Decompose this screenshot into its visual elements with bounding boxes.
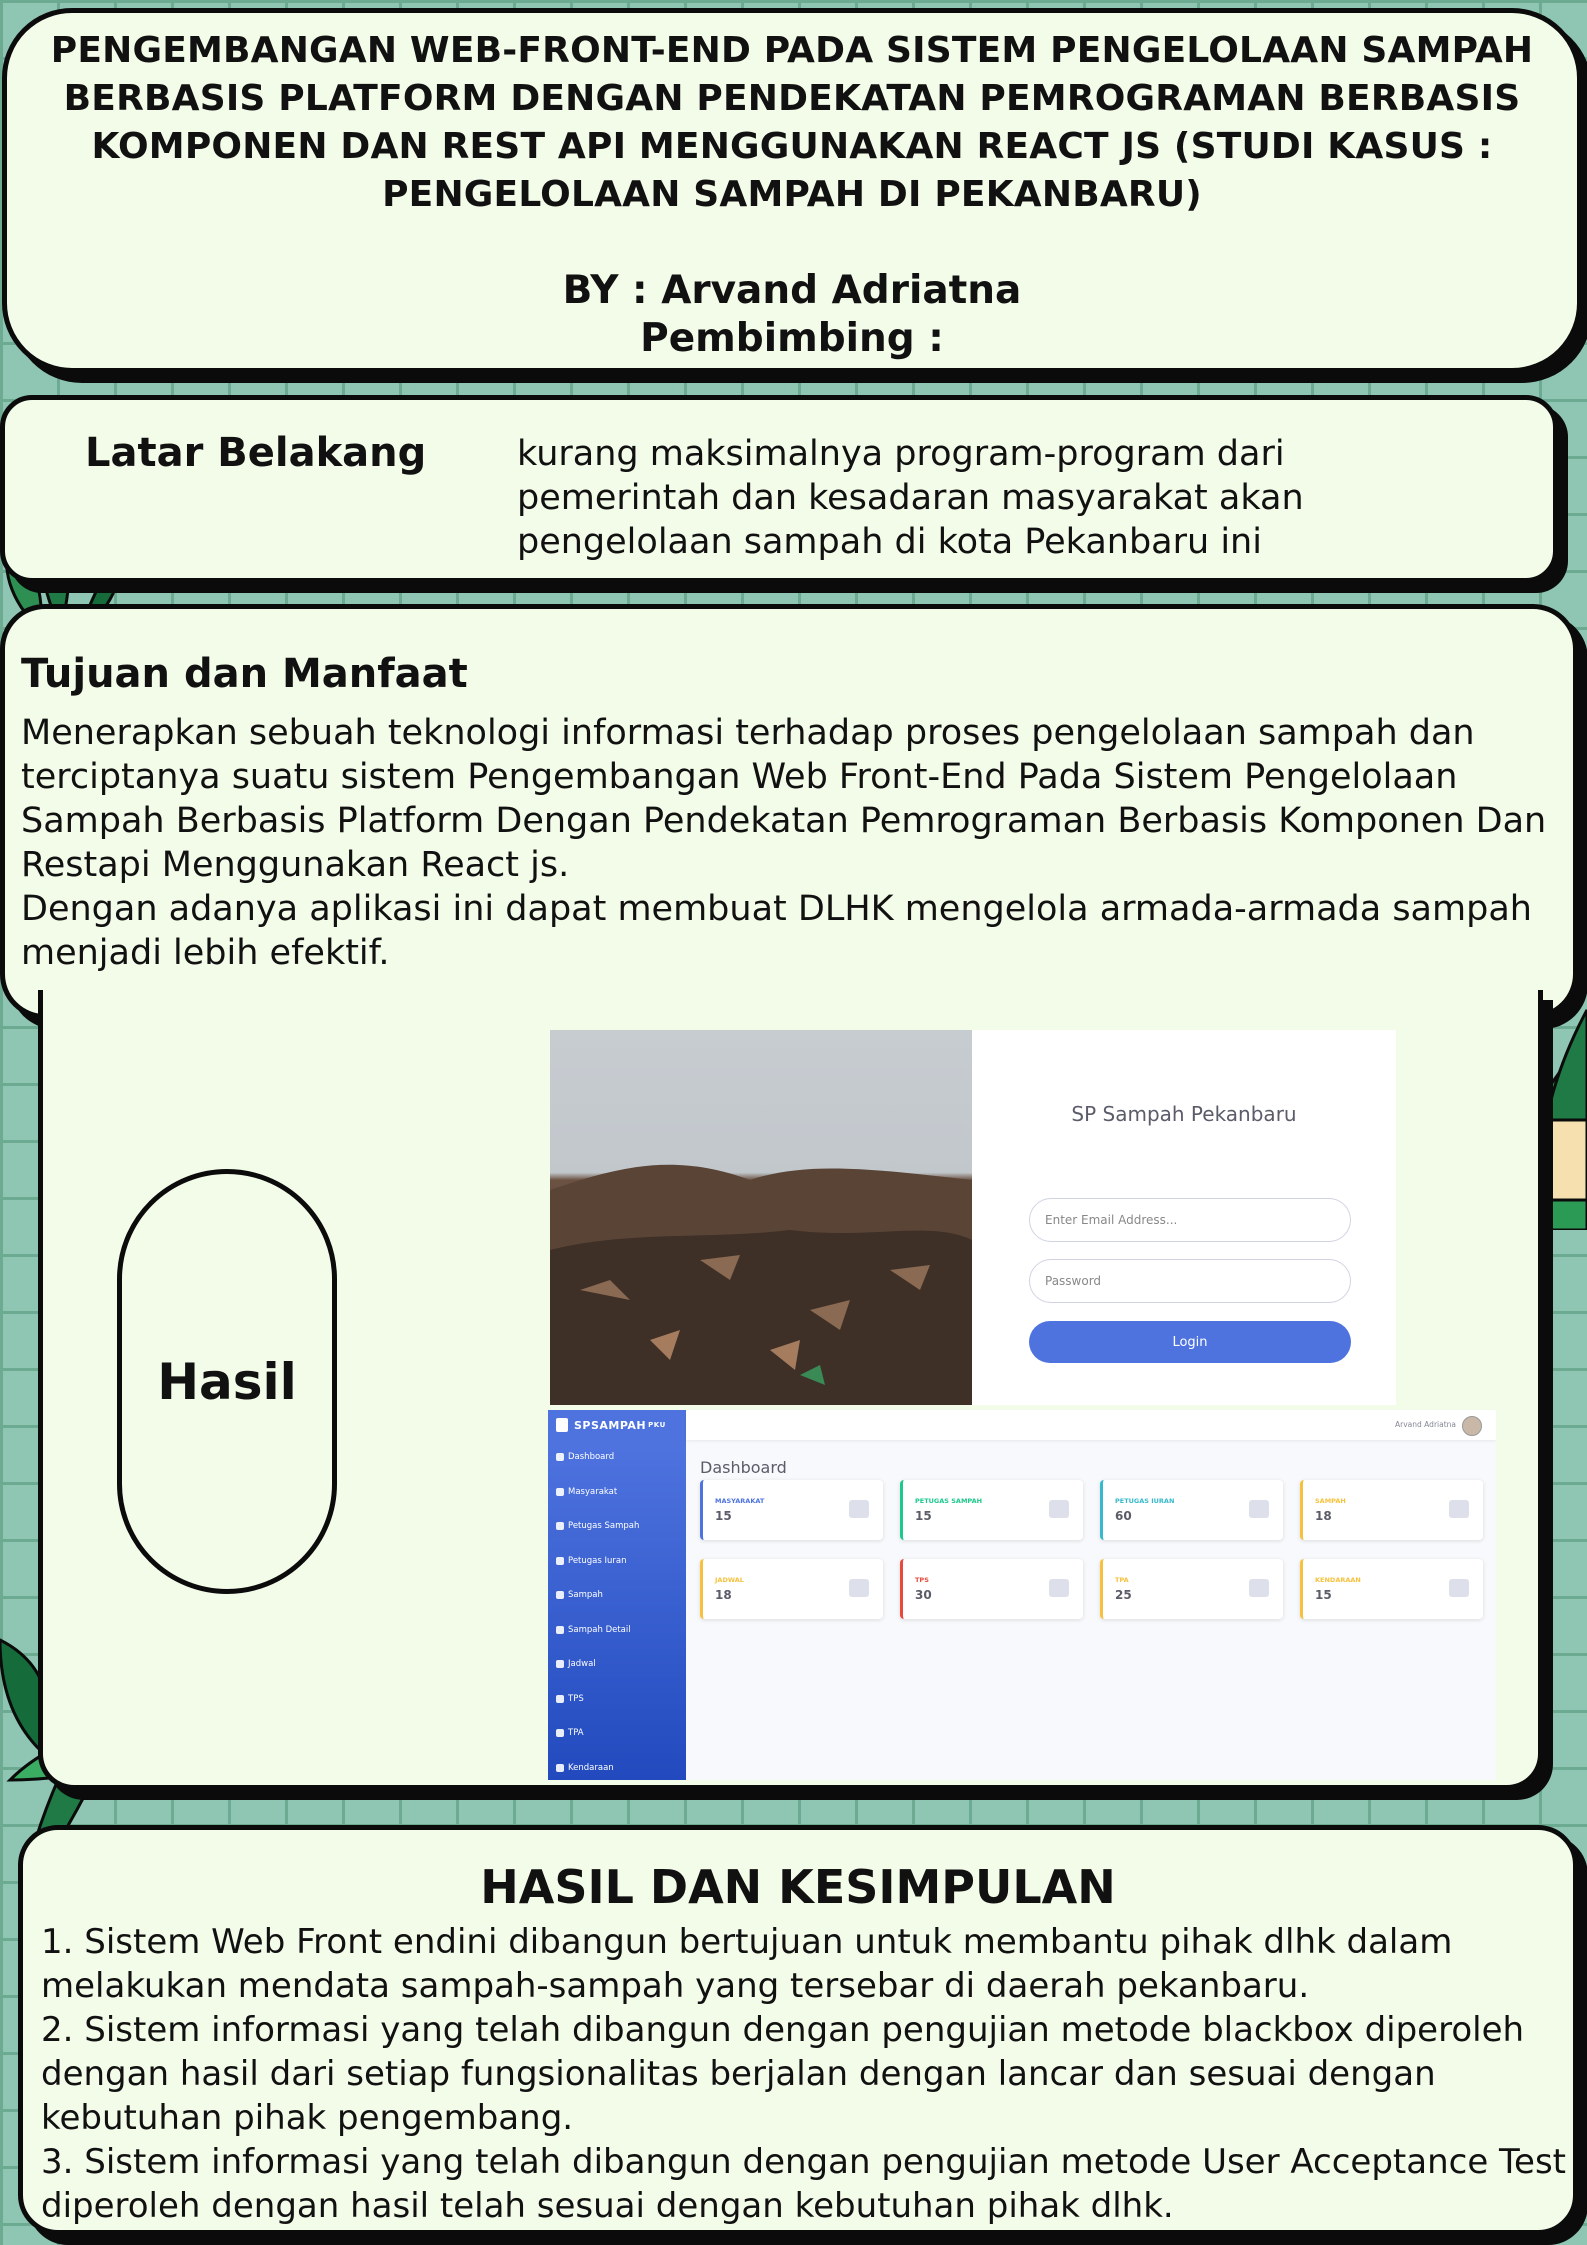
nav-icon xyxy=(556,1626,564,1634)
stat-icon xyxy=(1249,1579,1269,1597)
nav-icon xyxy=(556,1522,564,1530)
nav-icon xyxy=(556,1557,564,1565)
sidebar-item-label: Sampah xyxy=(568,1590,603,1601)
nav-icon xyxy=(556,1591,564,1599)
author-line: BY : Arvand Adriatna xyxy=(562,268,1022,313)
sidebar-item-sampah-detail[interactable] xyxy=(548,1613,686,1648)
sidebar-item-petugas-iuran[interactable] xyxy=(548,1544,686,1579)
password-field[interactable] xyxy=(1029,1259,1351,1303)
nav-icon xyxy=(556,1764,564,1772)
stat-label: TPA xyxy=(1115,1576,1129,1584)
advisor-line: Pembimbing : xyxy=(640,316,944,361)
stat-label: MASYARAKAT xyxy=(715,1497,765,1505)
login-button[interactable]: Login xyxy=(1029,1321,1351,1363)
stat-value: 18 xyxy=(715,1588,732,1602)
password-placeholder: Password xyxy=(1045,1274,1102,1288)
background-heading: Latar Belakang xyxy=(85,430,427,476)
nav-icon xyxy=(556,1695,564,1703)
stat-card xyxy=(1100,1480,1283,1540)
sidebar-item-kendaraan[interactable] xyxy=(548,1751,686,1781)
conclusion-section xyxy=(18,1825,1578,2235)
conclusion-list xyxy=(41,1920,1571,2228)
stat-card xyxy=(1300,1480,1483,1540)
stat-card xyxy=(900,1559,1083,1619)
title-card xyxy=(2,8,1582,373)
stat-icon xyxy=(1249,1500,1269,1518)
stat-label: KENDARAAN xyxy=(1315,1576,1361,1584)
brand-name: SPSAMPAH xyxy=(574,1418,647,1432)
brand xyxy=(548,1410,686,1440)
dashboard-screenshot xyxy=(548,1410,1496,1780)
sidebar-item-label: Petugas Sampah xyxy=(568,1521,640,1532)
stat-label: TPS xyxy=(915,1576,929,1584)
sidebar-item-sampah[interactable] xyxy=(548,1578,686,1613)
stat-value: 15 xyxy=(715,1509,732,1523)
trash-icon xyxy=(556,1418,568,1432)
poster-title: PENGEMBANGAN WEB-FRONT-END PADA SISTEM PENGELOLAAN SAMPAH BERBASIS PLATFORM DENGAN PENDEKATAN PEMROGRAMAN BERBASIS KOMPONEN DAN REST API MENGGUNAKAN REACT JS (STUDI KASUS : PENGELOLAAN SAMPAH DI PEKANBARU) xyxy=(50,30,1534,215)
garbage-photo xyxy=(550,1030,972,1405)
goals-section xyxy=(0,604,1578,1019)
stat-icon xyxy=(1049,1500,1069,1518)
sidebar-item-tps[interactable] xyxy=(548,1682,686,1717)
stat-label: SAMPAH xyxy=(1315,1497,1346,1505)
sidebar-item-label: Sampah Detail xyxy=(568,1624,631,1635)
email-field[interactable] xyxy=(1029,1198,1351,1242)
stat-card xyxy=(1100,1559,1283,1619)
stat-card xyxy=(1300,1559,1483,1619)
dashboard-heading: Dashboard xyxy=(700,1458,787,1477)
email-placeholder: Enter Email Address... xyxy=(1045,1213,1178,1227)
conclusion-item: 2. Sistem informasi yang telah dibangun dengan pengujian metode blackbox diperoleh dengan hasil dari setiap fungsionalitas berjalan dengan lancar dan sesuai dengan kebutuhan pihak pengembang. xyxy=(41,2010,1525,2138)
garbage-heap-image xyxy=(550,1030,972,1405)
stat-label: JADWAL xyxy=(715,1576,744,1584)
login-screenshot xyxy=(550,1030,1396,1405)
nav-icon xyxy=(556,1729,564,1737)
conclusion-item: 1. Sistem Web Front endini dibangun bertujuan untuk membantu pihak dlhk dalam melakukan mendata sampah-sampah yang tersebar di daerah pekanbaru. xyxy=(41,1922,1453,2006)
brand-suffix: PKU xyxy=(648,1421,666,1429)
sidebar-nav xyxy=(548,1440,686,1780)
stat-icon xyxy=(849,1579,869,1597)
nav-icon xyxy=(556,1660,564,1668)
nav-icon xyxy=(556,1488,564,1496)
sidebar-item-label: Kendaraan xyxy=(568,1762,614,1773)
nav-icon xyxy=(556,1453,564,1461)
sidebar-item-label: Masyarakat xyxy=(568,1486,618,1497)
goals-heading: Tujuan dan Manfaat xyxy=(21,651,468,697)
user-name: Arvand Adriatna xyxy=(1395,1420,1456,1429)
stat-card xyxy=(700,1559,883,1619)
stat-value: 15 xyxy=(915,1509,932,1523)
stat-label: PETUGAS SAMPAH xyxy=(915,1497,983,1505)
login-title: SP Sampah Pekanbaru xyxy=(1071,1102,1297,1126)
sidebar-item-petugas-sampah[interactable] xyxy=(548,1509,686,1544)
sidebar-item-label: TPS xyxy=(568,1693,584,1704)
stat-value: 25 xyxy=(1115,1588,1132,1602)
sidebar-item-label: Dashboard xyxy=(568,1452,615,1463)
sidebar-item-label: Jadwal xyxy=(568,1659,596,1670)
stat-value: 15 xyxy=(1315,1588,1332,1602)
results-label: Hasil xyxy=(157,1352,297,1411)
login-form xyxy=(972,1030,1396,1405)
sidebar-item-tpa[interactable] xyxy=(548,1716,686,1751)
stat-card xyxy=(900,1480,1083,1540)
conclusion-item: 3. Sistem informasi yang telah dibangun dengan pengujian metode User Acceptance Test diperoleh dengan hasil telah sesuai dengan kebutuhan pihak dlhk. xyxy=(41,2142,1567,2226)
dashboard-sidebar xyxy=(548,1410,686,1780)
sidebar-item-label: TPA xyxy=(568,1728,584,1739)
avatar[interactable] xyxy=(1462,1416,1482,1436)
conclusion-heading: HASIL DAN KESIMPULAN xyxy=(480,1860,1116,1914)
dashboard-topbar xyxy=(686,1410,1496,1440)
sidebar-item-dashboard[interactable] xyxy=(548,1440,686,1475)
stat-icon xyxy=(1449,1579,1469,1597)
stat-value: 18 xyxy=(1315,1509,1332,1523)
background-section xyxy=(0,395,1558,583)
stat-card xyxy=(700,1480,883,1540)
sidebar-item-label: Petugas Iuran xyxy=(568,1555,627,1566)
stat-value: 60 xyxy=(1115,1509,1132,1523)
sidebar-item-masyarakat[interactable] xyxy=(548,1475,686,1510)
stat-icon xyxy=(1049,1579,1069,1597)
stat-value: 30 xyxy=(915,1588,932,1602)
goals-text: Menerapkan sebuah teknologi informasi terhadap proses pengelolaan sampah dan terciptanya suatu sistem Pengembangan Web Front-End Pada Sistem Pengelolaan Sampah Berbasis Platform Dengan Pendekatan Pemrograman Berbasis Komponen Dan Restapi Menggunakan React js. Dengan adanya aplikasi ini dapat membuat DLHK mengelola armada-armada sampah menjadi lebih efektif. xyxy=(21,713,1547,973)
stat-label: PETUGAS IURAN xyxy=(1115,1497,1175,1505)
sidebar-item-jadwal[interactable] xyxy=(548,1647,686,1682)
background-text: kurang maksimalnya program-program dari pemerintah dan kesadaran masyarakat akan pengelolaan sampah di kota Pekanbaru ini xyxy=(517,434,1304,562)
stat-icon xyxy=(1449,1500,1469,1518)
stat-icon xyxy=(849,1500,869,1518)
results-pill xyxy=(117,1169,337,1594)
